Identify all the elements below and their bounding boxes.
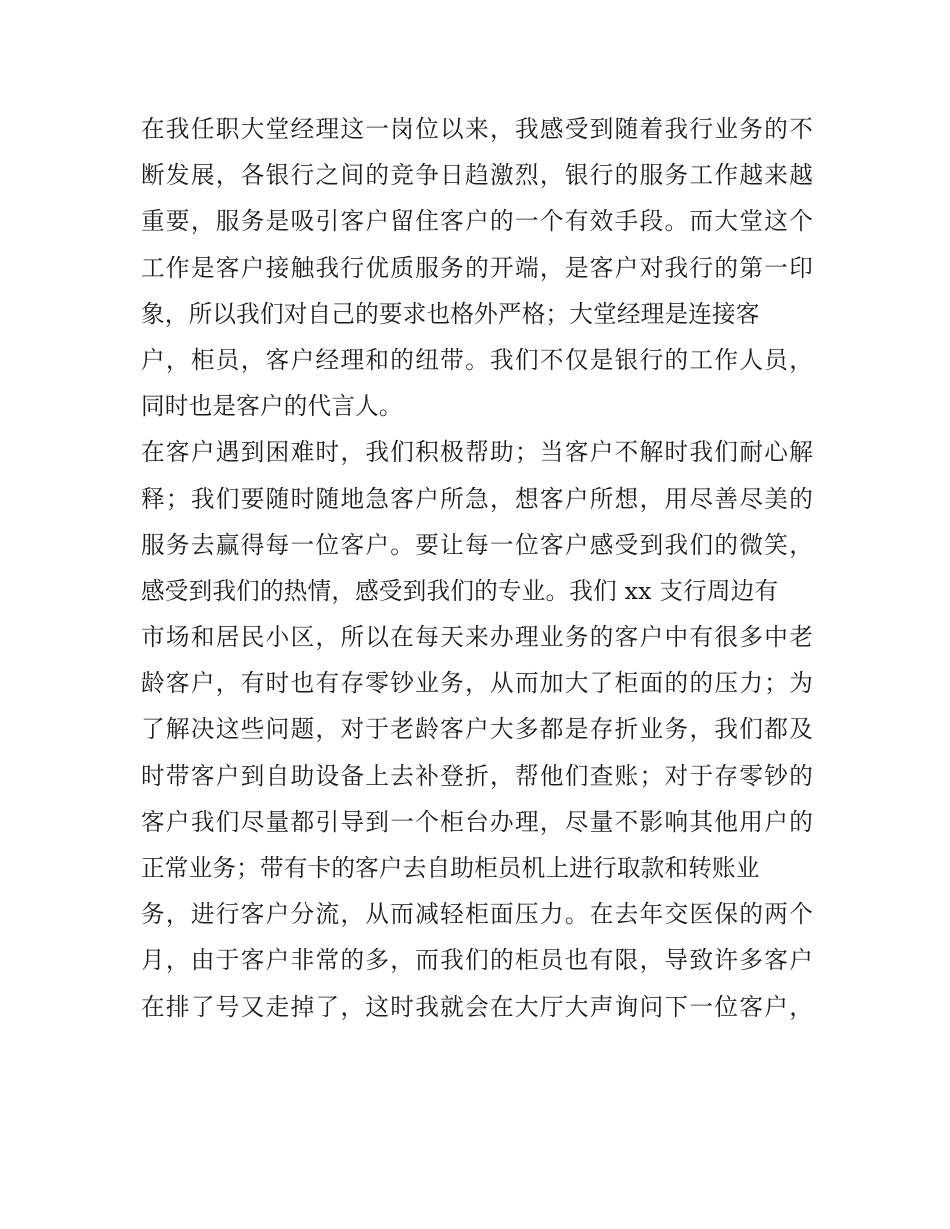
text-line: 时带客户到自助设备上去补登折，帮他们查账；对于存零钞的 (141, 761, 813, 790)
text-line: 感受到我们的热情，感受到我们的专业。我们 xx 支行周边有 (141, 576, 779, 605)
text-line: 象，所以我们对自己的要求也格外严格；大堂经理是连接客 (141, 299, 760, 328)
text-line: 断发展，各银行之间的竞争日趋激烈，银行的服务工作越来越 (141, 161, 813, 190)
text-line: 龄客户，有时也有存零钞业务，从而加大了柜面的的压力；为 (141, 669, 813, 698)
document-body (141, 106, 813, 1030)
text-line: 客户我们尽量都引导到一个柜台办理，尽量不影响其他用户的 (141, 807, 813, 836)
text-line: 市场和居民小区，所以在每天来办理业务的客户中有很多中老 (141, 623, 813, 652)
text-line: 在排了号又走掉了，这时我就会在大厅大声询问下一位客户， (141, 992, 813, 1021)
text-line: 工作是客户接触我行优质服务的开端，是客户对我行的第一印 (141, 253, 813, 282)
text-line: 户，柜员，客户经理和的纽带。我们不仅是银行的工作人员， (141, 345, 813, 374)
text-line: 同时也是客户的代言人。 (141, 392, 403, 421)
text-line: 在客户遇到困难时，我们积极帮助；当客户不解时我们耐心解 (141, 438, 813, 467)
text-line: 了解决这些问题，对于老龄客户大多都是存折业务，我们都及 (141, 715, 813, 744)
text-line: 服务去赢得每一位客户。要让每一位客户感受到我们的微笑， (141, 530, 813, 559)
text-line: 重要，服务是吸引客户留住客户的一个有效手段。而大堂这个 (141, 207, 813, 236)
text-line: 务，进行客户分流，从而减轻柜面压力。在去年交医保的两个 (141, 900, 813, 929)
text-line: 月，由于客户非常的多，而我们的柜员也有限，导致许多客户 (141, 946, 813, 975)
text-line: 正常业务；带有卡的客户去自助柜员机上进行取款和转账业 (141, 854, 760, 882)
text-line: 释；我们要随时随地急客户所急，想客户所想，用尽善尽美的 (141, 484, 813, 513)
text-line: 在我任职大堂经理这一岗位以来，我感受到随着我行业务的不 (141, 115, 813, 143)
